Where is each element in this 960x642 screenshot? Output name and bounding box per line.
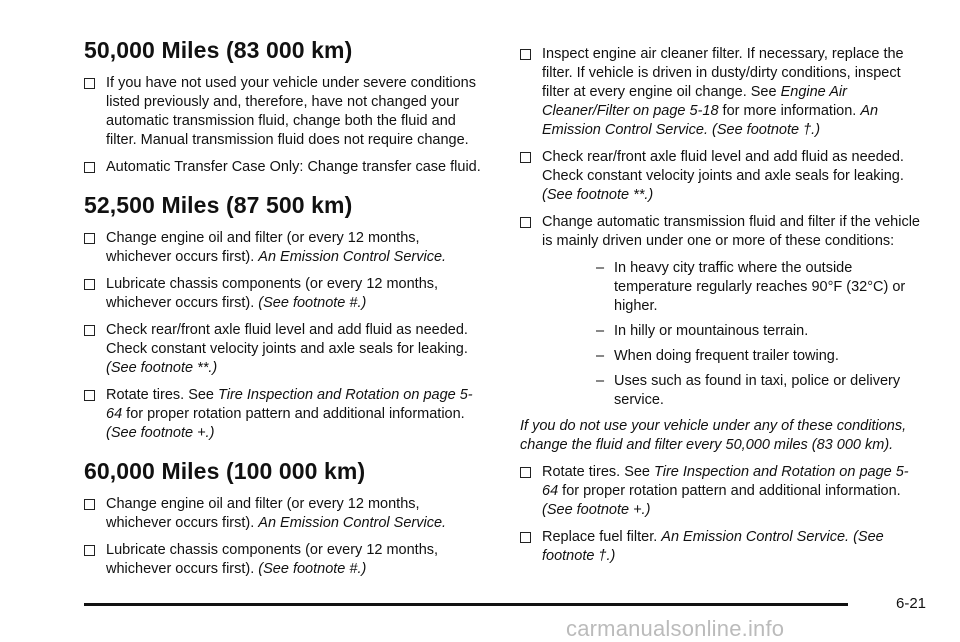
list-item: Replace fuel filter. An Emission Control Service. (See footnote †.) — [520, 528, 920, 566]
checkbox-icon — [84, 279, 95, 290]
checkbox-icon — [84, 545, 95, 556]
list-item: Automatic Transfer Case Only: Change transfer case fluid. — [84, 158, 484, 177]
list-item: Change automatic transmission fluid and filter if the vehicle is mainly driven under one or more of these conditions: — [520, 213, 920, 251]
dash-icon: – — [596, 323, 605, 339]
watermark: carmanualsonline.info — [566, 616, 785, 641]
list-item: If you have not used your vehicle under severe conditions listed previously and, therefore, have not changed your automatic transmission fluid, change both the fluid and filter. Manual transmission fluid does not require change. — [84, 74, 484, 150]
left-column — [84, 0, 484, 579]
section-heading-50000: 50,000 Miles (83 000 km) — [84, 37, 353, 63]
checkbox-icon — [84, 499, 95, 510]
list-item: Lubricate chassis components (or every 12 months, whichever occurs first). (See footnote #.) — [84, 275, 484, 313]
dash-icon: – — [596, 260, 605, 276]
condition-item: – In heavy city traffic where the outside temperature regularly reaches 90°F (32°C) or higher. — [596, 260, 906, 314]
list-item: Change engine oil and filter (or every 12 months, whichever occurs first). An Emission Control Service. — [84, 495, 484, 533]
checkbox-icon — [84, 325, 95, 336]
list-item: Check rear/front axle fluid level and add fluid as needed. Check constant velocity joints and axle seals for leaking. (See footnote **.) — [520, 148, 920, 205]
list-item: Check rear/front axle fluid level and add fluid as needed. Check constant velocity joints and axle seals for leaking. (See footnote **.) — [84, 321, 484, 378]
section-heading-52500: 52,500 Miles (87 500 km) — [84, 192, 353, 218]
list-item: Change engine oil and filter (or every 12 months, whichever occurs first). An Emission Control Service. — [84, 229, 484, 267]
cross-reference: Engine Air Cleaner/Filter on page 5-18 — [542, 84, 847, 119]
section-heading-60000: 60,000 Miles (100 000 km) — [84, 458, 366, 484]
checkbox-icon — [520, 467, 531, 478]
checkbox-icon — [84, 233, 95, 244]
condition-paragraph: If you do not use your vehicle under any of these conditions, change the fluid and filter every 50,000 miles (83 000 km). — [520, 418, 907, 453]
condition-item: – When doing frequent trailer towing. — [596, 348, 839, 364]
checkbox-icon — [84, 162, 95, 173]
dash-icon: – — [596, 348, 605, 364]
list-item: Inspect engine air cleaner filter. If necessary, replace the filter. If vehicle is driven in dusty/dirty conditions, inspect filter at every engine oil change. See Engine Air Cleaner/Filter on page 5-18 for more information. An Emission Control Service. (See footnote †.) — [520, 45, 920, 140]
cross-reference: Tire Inspection and Rotation on page 5-64 — [542, 464, 909, 499]
checkbox-icon — [520, 532, 531, 543]
checkbox-icon — [84, 390, 95, 401]
dash-icon: – — [596, 373, 605, 389]
condition-item: – In hilly or mountainous terrain. — [596, 323, 809, 339]
right-column — [520, 0, 920, 566]
checkbox-icon — [520, 217, 531, 228]
condition-item: – Uses such as found in taxi, police or delivery service. — [596, 373, 901, 408]
cross-reference: Tire Inspection and Rotation on page 5-64 — [106, 387, 473, 422]
list-item: Rotate tires. See Tire Inspection and Rotation on page 5-64 for proper rotation pattern and additional information. (See footnote +.) — [84, 386, 484, 443]
page-number: 6-21 — [896, 595, 927, 612]
checkbox-icon — [520, 49, 531, 60]
list-item: Rotate tires. See Tire Inspection and Rotation on page 5-64 for proper rotation pattern and additional information. (See footnote +.) — [520, 463, 920, 520]
checkbox-icon — [520, 152, 531, 163]
checkbox-icon — [84, 78, 95, 89]
footer-rule — [84, 603, 848, 606]
list-item: Lubricate chassis components (or every 12 months, whichever occurs first). (See footnote #.) — [84, 541, 484, 579]
